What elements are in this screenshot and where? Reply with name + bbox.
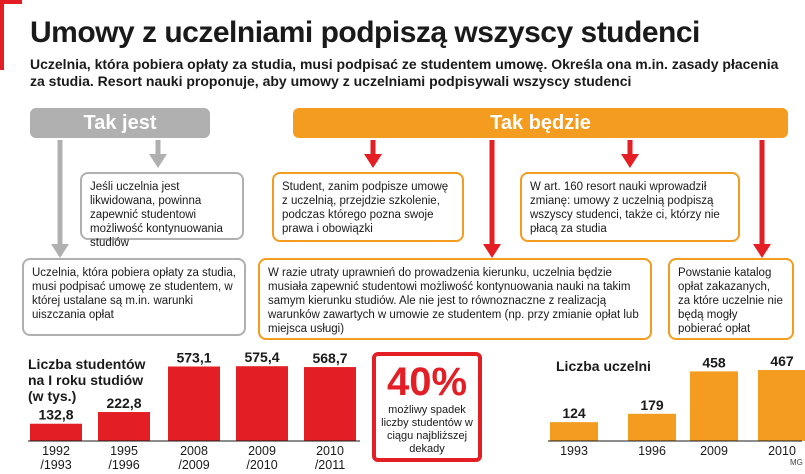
- bar-chart-students-0: [30, 424, 82, 441]
- tak-bedzie-box-katalog: Powstanie katalog opłat zakazanych, za które uczelnie nie będą mogły pobierać opłat: [668, 258, 794, 340]
- tick-label-chart-students-2-1: /2009: [178, 458, 210, 472]
- bar-label-chart-students-1: 222,8: [106, 395, 142, 412]
- bar-label-chart-students-2: 573,1: [176, 349, 212, 366]
- bar-chart-students-2: [168, 366, 220, 441]
- tick-label-chart-unis-0-0: 1993: [560, 444, 588, 458]
- bar-label-chart-students-0: 132,8: [38, 406, 74, 423]
- tick-label-chart-unis-3-0: 2010: [768, 444, 796, 458]
- red-arrow-head-1: [364, 154, 382, 168]
- tak-bedzie-box-utrata-uprawnien: W razie utraty uprawnień do prowadzenia kierunku, uczelnia będzie musiała zapewnić studentowi możliwość kontynuowania nauki na takim samym kierunku studiów. Ale nie jest to równoznaczne z realizacją warunków zawartych w umowie ze studentem (np. przy zmianie opłat lub miejsca usługi): [258, 258, 652, 340]
- universities-chart-title: Liczba uczelni: [556, 358, 651, 374]
- bar-label-chart-unis-1: 179: [640, 396, 664, 413]
- tak-bedzie-box-szkolenie: Student, zanim podpisze umowę z uczelnią, przejdzie szkolenie, podczas którego pozna swoje prawa i obowiązki: [272, 172, 464, 242]
- students-chart-title: Liczba studentów na I roku studiów (w tys.): [28, 356, 146, 404]
- red-arrow-head-2: [483, 244, 501, 258]
- bar-chart-unis-0: [550, 422, 598, 441]
- tick-label-chart-unis-2-0: 2009: [700, 444, 728, 458]
- decline-callout-value: 40%: [386, 360, 468, 404]
- tick-label-chart-students-1-0: 1995: [110, 444, 138, 458]
- tak-bedzie-box-art160: W art. 160 resort nauki wprowadził zmianę: umowy z uczelnią podpiszą wszyscy studenci, także ci, którzy nie płacą za studia: [520, 172, 740, 242]
- bar-label-chart-unis-2: 458: [702, 354, 726, 371]
- tick-label-chart-students-4-0: 2010: [316, 444, 344, 458]
- tak-jest-header-label: Tak jest: [83, 112, 157, 134]
- bar-chart-unis-2: [690, 371, 738, 441]
- students-chart: [0, 340, 360, 474]
- bar-chart-students-3: [236, 366, 288, 441]
- decline-callout-text: możliwy spadek liczby studentów w ciągu najbliższej dekady: [381, 404, 473, 455]
- gray-arrow-head-1: [51, 244, 69, 258]
- bar-chart-unis-1: [628, 414, 676, 441]
- tick-label-chart-students-0-1: /1993: [40, 458, 72, 472]
- tick-label-chart-students-0-0: 1992: [42, 444, 70, 458]
- bar-label-chart-unis-0: 124: [562, 405, 586, 422]
- bar-chart-students-1: [98, 412, 150, 441]
- tak-bedzie-header-label: Tak będzie: [490, 112, 591, 134]
- bar-chart-students-4: [304, 367, 356, 441]
- credit: MG: [790, 458, 803, 467]
- tick-label-chart-students-2-0: 2008: [180, 444, 208, 458]
- bar-chart-unis-3: [758, 370, 805, 441]
- page-title: Umowy z uczelniami podpiszą wszyscy studenci: [30, 16, 700, 49]
- bar-label-chart-students-3: 575,4: [244, 349, 280, 366]
- gray-arrow-head-2: [149, 154, 167, 168]
- bar-label-chart-unis-3: 467: [770, 353, 794, 370]
- red-arrow-head-3: [621, 154, 639, 168]
- red-arrow-head-4: [753, 244, 771, 258]
- page-subtitle: Uczelnia, która pobiera opłaty za studia, musi podpisać ze studentem umowę. Określa ona m.in. zasady płacenia za studia. Resort nauki proponuje, aby umowy z uczelniami podpisywali wszyscy studenci: [30, 56, 779, 89]
- tick-label-chart-students-3-1: /2010: [246, 458, 278, 472]
- tick-label-chart-students-4-1: /2011: [314, 458, 346, 472]
- bar-label-chart-students-4: 568,7: [312, 350, 348, 367]
- tak-jest-box-umowa: Uczelnia, która pobiera opłaty za studia, musi podpisać umowę ze studentem, w której ustalane są m.in. warunki uiszczania opłat: [22, 258, 246, 336]
- tick-label-chart-students-1-1: /1996: [108, 458, 140, 472]
- tick-label-chart-students-3-0: 2009: [248, 444, 276, 458]
- decline-callout: [372, 352, 482, 462]
- universities-chart: [540, 340, 805, 474]
- tak-jest-box-likwidacja: Jeśli uczelnia jest likwidowana, powinna zapewnić studentowi możliwość kontynuowania studiów: [80, 172, 244, 240]
- tick-label-chart-unis-1-0: 1996: [638, 444, 666, 458]
